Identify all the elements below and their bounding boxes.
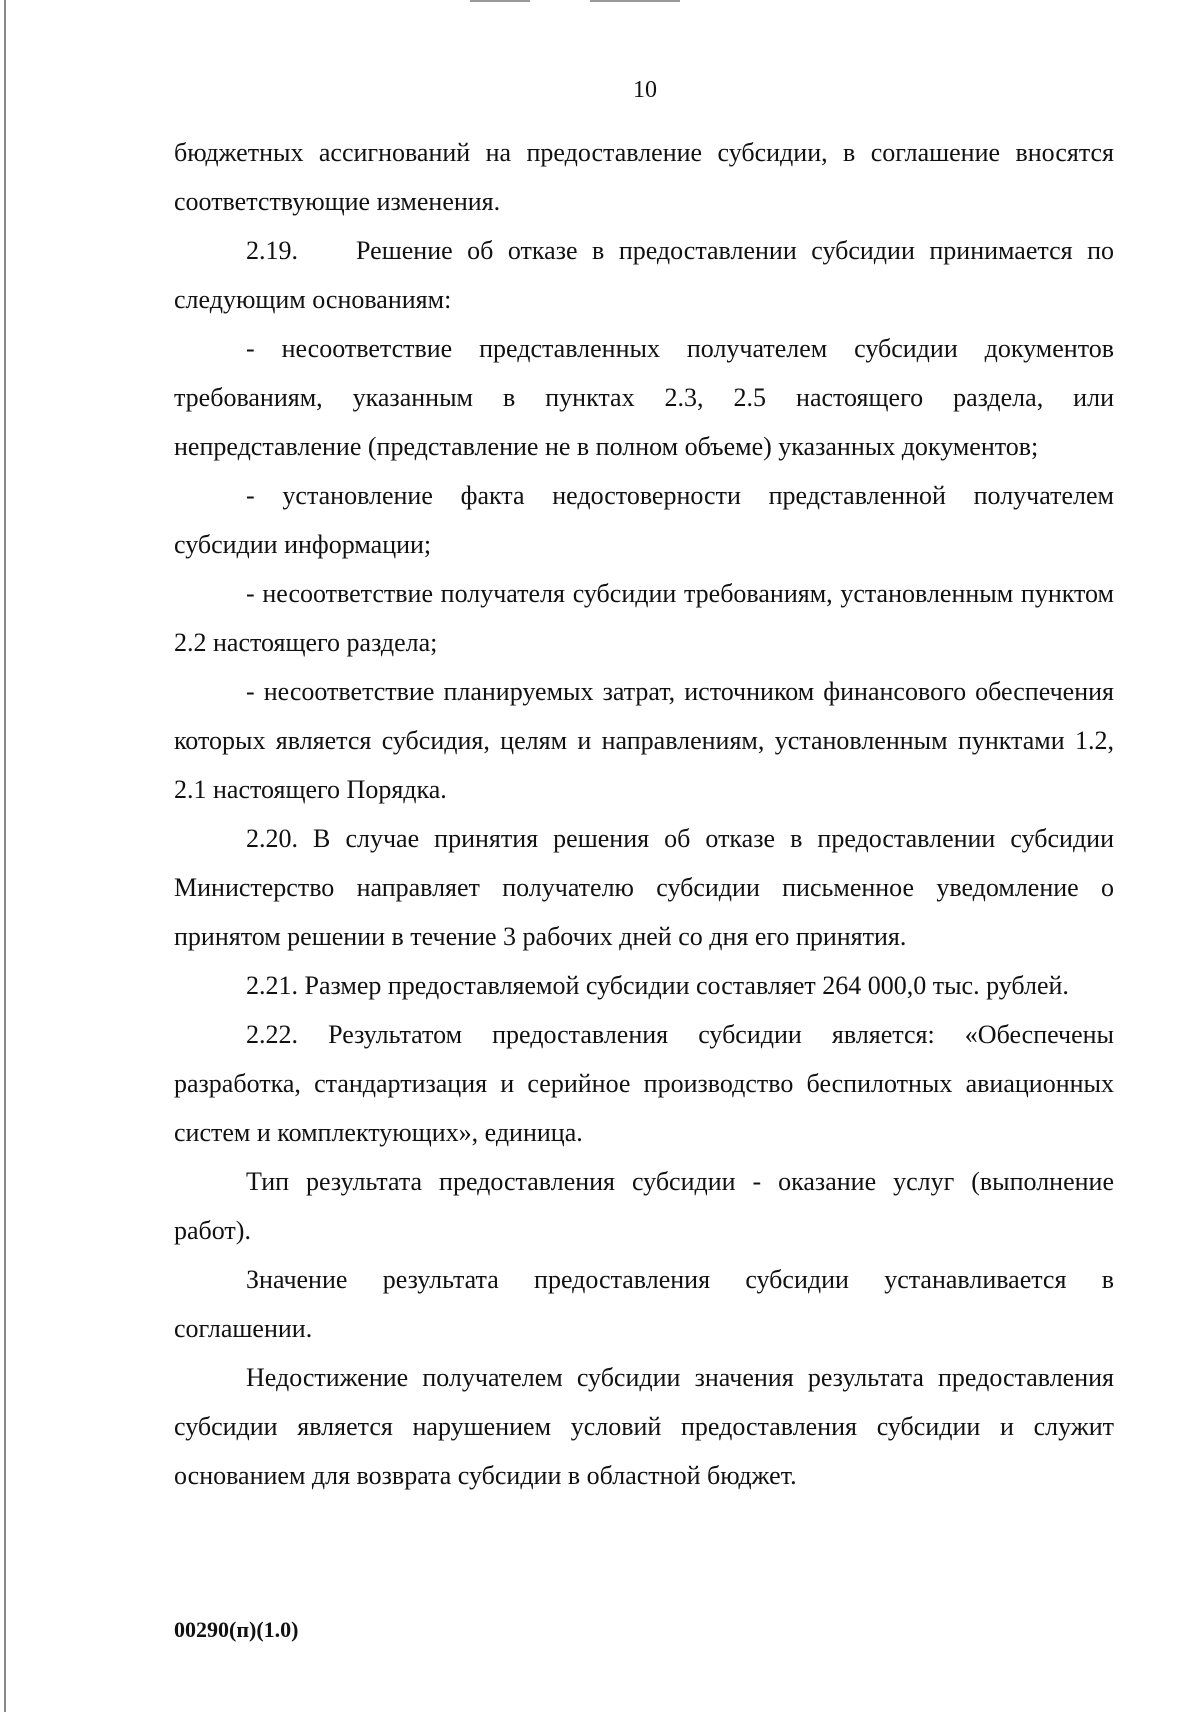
scan-edge — [4, 0, 6, 1712]
footer-document-code: 00290(п)(1.0) — [174, 1617, 299, 1642]
document-body — [174, 128, 1121, 1500]
list-item-documents-mismatch: - несоответствие представленных получателем субсидии документов требованиям, указанным в пунктах 2.3, 2.5 настоящего раздела, или непредставление (представление не в полном объеме) указанных документов; — [174, 334, 1114, 461]
page-number: 10 — [633, 77, 657, 103]
scan-top-marks — [470, 0, 710, 4]
list-item-costs-mismatch: - несоответствие планируемых затрат, источником финансового обеспечения которых является субсидия, целям и направлениям, установленным пунктами 1.2, 2.1 настоящего Порядка. — [174, 677, 1114, 804]
paragraph-2-20: 2.20. В случае принятия решения об отказе в предоставлении субсидии Министерство направляет получателю субсидии письменное уведомление о принятом решении в течение 3 рабочих дней со дня его принятия. — [174, 824, 1114, 951]
paragraph-continuation: бюджетных ассигнований на предоставление субсидии, в соглашение вносятся соответствующие изменения. — [174, 138, 1114, 216]
paragraph-result-type: Тип результата предоставления субсидии - оказание услуг (выполнение работ). — [174, 1167, 1114, 1245]
paragraph-2-19: 2.19. Решение об отказе в предоставлении субсидии принимается по следующим основаниям: — [174, 236, 1121, 314]
paragraph-result-value: Значение результата предоставления субсидии устанавливается в соглашении. — [174, 1265, 1114, 1343]
list-item-recipient-mismatch: - несоответствие получателя субсидии требованиям, установленным пунктом 2.2 настоящего раздела; — [174, 579, 1114, 657]
list-item-unreliable-info: - установление факта недостоверности представленной получателем субсидии информации; — [174, 481, 1114, 559]
paragraph-non-achievement: Недостижение получателем субсидии значения результата предоставления субсидии является нарушением условий предоставления субсидии и служит основанием для возврата субсидии в областной бюджет. — [174, 1363, 1114, 1490]
paragraph-2-21: 2.21. Размер предоставляемой субсидии составляет 264 000,0 тыс. рублей. — [246, 971, 1069, 1000]
paragraph-2-22: 2.22. Результатом предоставления субсидии является: «Обеспечены разработка, стандартизация и серийное производство беспилотных авиационных систем и комплектующих», единица. — [174, 1020, 1114, 1147]
